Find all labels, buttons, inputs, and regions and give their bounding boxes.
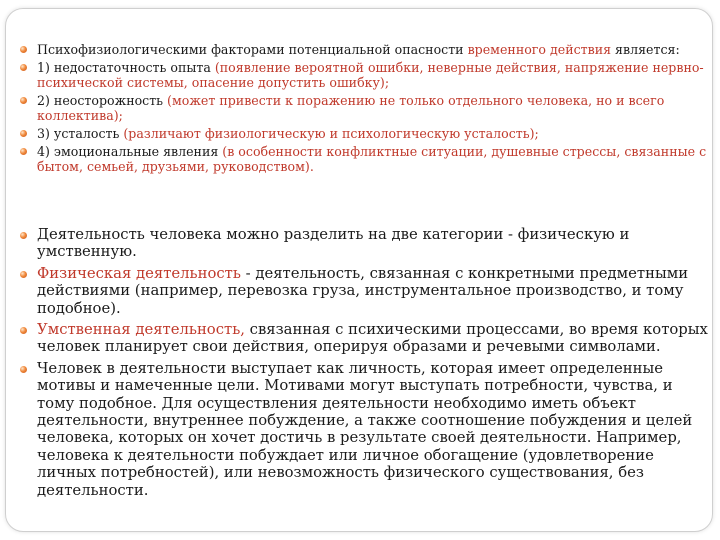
hazard-factors-list — [37, 42, 709, 177]
list-item — [37, 265, 709, 317]
item-text: связанная с психическими процессами, во время которых человек планирует свои действия, оперируя образами и речевыми символами. — [37, 321, 708, 356]
item-text: 4) эмоциональные явления — [37, 144, 223, 159]
list-item — [37, 42, 709, 57]
list-item — [37, 144, 709, 174]
item-text: 1) недостаточность опыта — [37, 60, 215, 75]
item-highlight: временного действия — [467, 42, 612, 57]
item-text: - деятельность, связанная с конкретными предметными действиями (например, перевозка груза, инструментальное производство, и тому подобное). — [37, 264, 689, 317]
item-highlight: (может привести к поражению не только отдельного человека, но и всего коллектива); — [37, 93, 665, 123]
list-item — [37, 226, 709, 261]
list-item — [37, 360, 709, 499]
item-term: Физическая деятельность — [37, 264, 241, 282]
list-item — [37, 60, 709, 90]
item-highlight: (различают физиологическую и психологическую усталость); — [123, 126, 539, 141]
item-text-tail: является: — [611, 42, 680, 57]
item-highlight: (в особенности конфликтные ситуации, душевные стрессы, связанные с бытом, семьей, друзьями, руководством). — [37, 144, 707, 174]
list-item — [37, 126, 709, 141]
item-text: Деятельность человека можно разделить на две категории - физическую и умственную. — [37, 226, 630, 261]
list-item — [37, 93, 709, 123]
item-text: Человек в деятельности выступает как личность, которая имеет определенные мотивы и намеченные цели. Мотивами могут выступать потребности, чувства, и тому подобное. Для осуществления деятельности необходимо иметь объект деятельности, внутреннее побуждение, а также соотношение побуждения и целей человека, которых он хочет достичь в результате своей деятельности. Например, человека к деятельности побуждает или личное обогащение (удовлетворение личных потребностей), или невозможность физического существования, без деятельности. — [37, 359, 693, 499]
item-text: Психофизиологическими факторами потенциальной опасности — [37, 42, 468, 57]
item-term: Умственная деятельность, — [37, 321, 245, 339]
item-text: 2) неосторожность — [37, 93, 168, 108]
list-item — [37, 321, 709, 356]
item-highlight: (появление вероятной ошибки, неверные действия, напряжение нервно-психической системы, опасение допустить ошибку); — [37, 60, 704, 90]
activity-types-list — [37, 226, 709, 503]
item-text: 3) усталость — [37, 126, 124, 141]
